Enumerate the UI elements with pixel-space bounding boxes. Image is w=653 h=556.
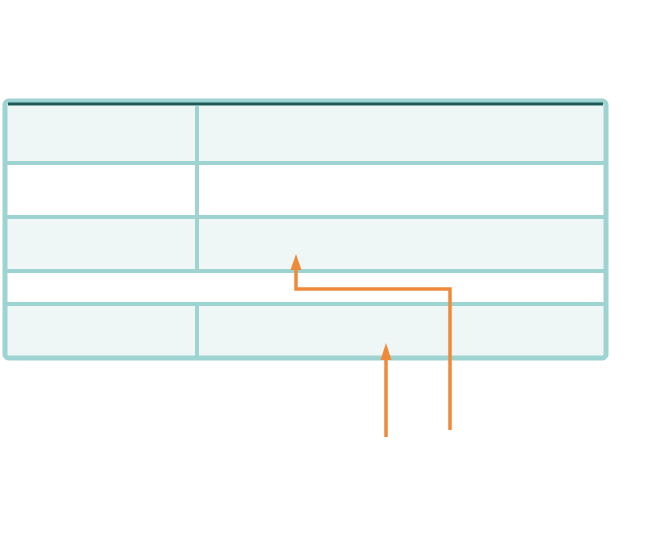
- arrow-straight-into-row-5: [381, 343, 392, 437]
- table-row: [5, 217, 606, 271]
- table-row: [5, 304, 606, 358]
- table-row: [5, 106, 606, 163]
- table-row: [5, 163, 606, 217]
